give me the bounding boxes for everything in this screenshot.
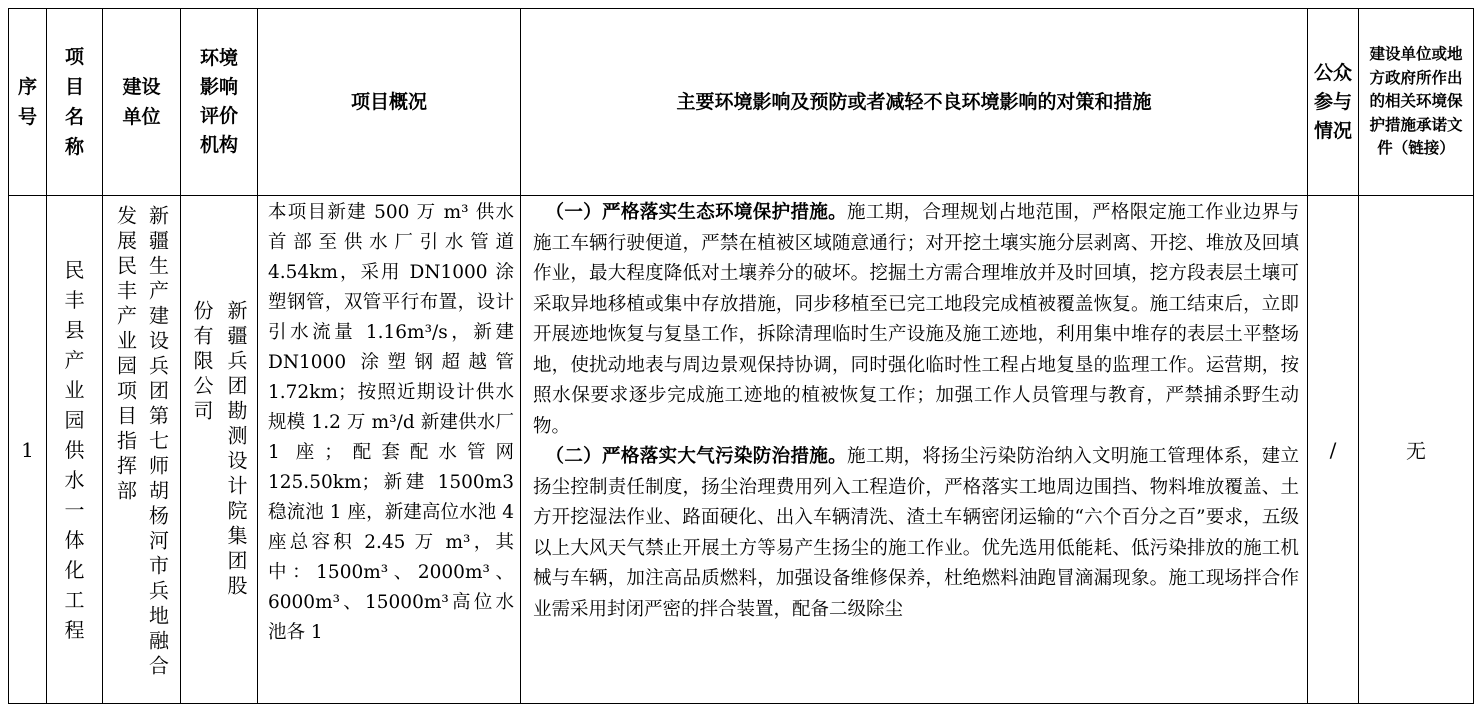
cell-unit: 新疆生产建设兵团第七师胡杨河市兵地融合发展民丰产业园项目指挥部 <box>103 196 181 704</box>
header-commitment: 建设单位或地方政府所作出的相关环境保护措施承诺文件（链接） <box>1359 9 1474 196</box>
measure-heading-ecology: （一）严格落实生态环境保护措施。 <box>545 202 848 223</box>
cell-public: / <box>1308 196 1359 704</box>
header-seq: 序号 <box>9 9 47 196</box>
cell-commitment: 无 <box>1359 196 1474 704</box>
header-unit: 建设单位 <box>103 9 181 196</box>
measure-paragraph-ecology <box>533 198 1299 442</box>
header-overview: 项目概况 <box>258 9 521 196</box>
measure-text-air: 施工期，将扬尘污染防治纳入文明施工管理体系，建立扬尘控制责任制度，扬尘治理费用列入工程造价，严格落实工地周边围挡、物料堆放覆盖、土方开挖湿法作业、路面硬化、出入车辆清洗、渣土车辆密闭运输的“六个百分之百”要求，五级以上大风天气禁止开展土方等易产生扬尘的施工作业。优先选用低能耗、低污染排放的施工机械与车辆，加注高品质燃料，加强设备维修保养，杜绝燃料油跑冒滴漏现象。施工现场拌合作业需采用封闭严密的拌合装置，配备二级除尘 <box>533 446 1299 620</box>
cell-agency: 新疆兵团勘测设计院集团股份有限公司 <box>181 196 258 704</box>
cell-measures <box>521 196 1308 704</box>
measure-heading-air: （二）严格落实大气污染防治措施。 <box>545 446 848 467</box>
header-agency: 环境影响评价机构 <box>181 9 258 196</box>
measure-paragraph-air <box>533 442 1299 625</box>
header-project-name: 项目名称 <box>47 9 103 196</box>
cell-project-name: 民丰县产业园供水一体化工程 <box>47 196 103 704</box>
cell-seq: 1 <box>9 196 47 704</box>
measure-text-ecology: 施工期，合理规划占地范围，严格限定施工作业边界与施工车辆行驶便道，严禁在植被区域随意通行；对开挖土壤实施分层剥离、开挖、堆放及回填作业，最大程度降低对土壤养分的破坏。挖掘土方需合理堆放并及时回填，挖方段表层土壤可采取异地移植或集中存放措施，同步移植至已完工地段完成植被覆盖恢复。施工结束后，立即开展迹地恢复与复垦工作，拆除清理临时生产设施及施工迹地，利用集中堆存的表层土平整场地，使扰动地表与周边景观保持协调，同时强化临时性工程占地复垦的监理工作。运营期，按照水保要求逐步完成施工迹地的植被恢复工作；加强工作人员管理与教育，严禁捕杀野生动物。 <box>533 202 1299 437</box>
cell-overview: 本项目新建 500 万 m³ 供水首部至供水厂引水管道 4.54km，采用 DN1000 涂塑钢管，双管平行布置，设计引水流量 1.16m³/s，新建 DN1000 涂塑钢超越管 1.72km；按照近期设计供水规模 1.2 万 m³/d 新建供水厂 1 座；配套配水管网 125.50km；新建 1500m3 稳流池 1 座，新建高位水池 4 座总容积 2.45 万 m³，其中：1500m³、2000m³、6000m³、15000m³高位水池各 1 <box>258 196 521 704</box>
eia-project-table <box>8 8 1474 704</box>
header-row <box>9 9 1474 196</box>
header-measures: 主要环境影响及预防或者减轻不良环境影响的对策和措施 <box>521 9 1308 196</box>
table-row <box>9 196 1474 704</box>
header-public: 公众参与情况 <box>1308 9 1359 196</box>
